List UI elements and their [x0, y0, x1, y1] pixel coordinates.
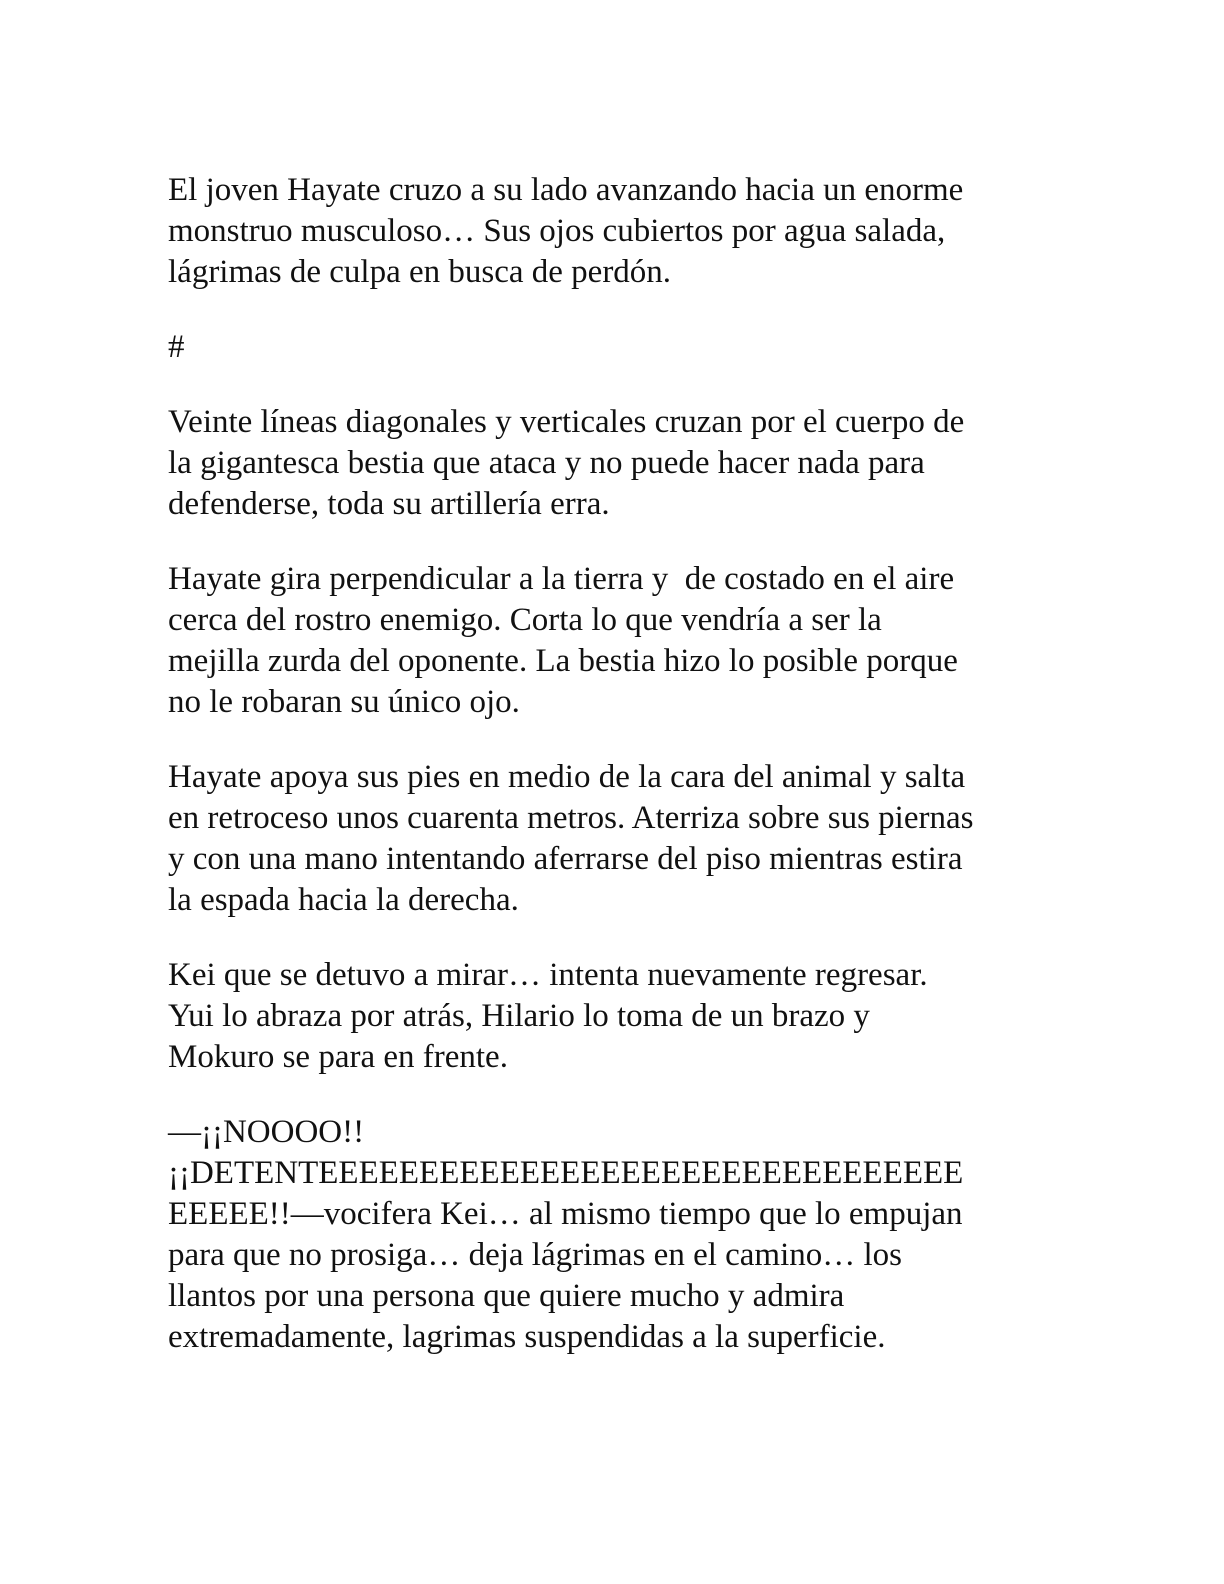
text-line: y con una mano intentando aferrarse del piso mientras estira	[168, 841, 963, 877]
scene-separator	[168, 327, 1048, 368]
separator-mark: #	[168, 329, 185, 365]
text-line: —¡¡NOOOO!!	[168, 1114, 365, 1150]
text-line: llantos por una persona que quiere mucho y admira	[168, 1278, 845, 1314]
text-line: Veinte líneas diagonales y verticales cruzan por el cuerpo de	[168, 404, 965, 440]
text-line: cerca del rostro enemigo. Corta lo que vendría a ser la	[168, 602, 882, 638]
text-line: no le robaran su único ojo.	[168, 684, 520, 720]
text-line: lágrimas de culpa en busca de perdón.	[168, 254, 672, 290]
text-line: Hayate apoya sus pies en medio de la cara del animal y salta	[168, 759, 966, 795]
text-line: la espada hacia la derecha.	[168, 882, 519, 918]
paragraph-6	[168, 1112, 1048, 1358]
text-line: para que no prosiga… deja lágrimas en el camino… los	[168, 1237, 903, 1273]
paragraph-3	[168, 559, 1048, 723]
text-line: defenderse, toda su artillería erra.	[168, 486, 610, 522]
text-line: monstruo musculoso… Sus ojos cubiertos por agua salada,	[168, 213, 946, 249]
document-page	[168, 170, 1048, 1392]
paragraph-1	[168, 170, 1048, 293]
text-line: extremadamente, lagrimas suspendidas a la superficie.	[168, 1319, 886, 1355]
text-line: Mokuro se para en frente.	[168, 1039, 508, 1075]
text-line: El joven Hayate cruzo a su lado avanzando hacia un enorme	[168, 172, 964, 208]
text-line: Kei que se detuvo a mirar… intenta nuevamente regresar.	[168, 957, 928, 993]
text-line: en retroceso unos cuarenta metros. Aterriza sobre sus piernas	[168, 800, 974, 836]
text-line: mejilla zurda del oponente. La bestia hizo lo posible porque	[168, 643, 958, 679]
paragraph-5	[168, 955, 1048, 1078]
text-line: la gigantesca bestia que ataca y no puede hacer nada para	[168, 445, 925, 481]
paragraph-4	[168, 757, 1048, 921]
text-line: Hayate gira perpendicular a la tierra y de costado en el aire	[168, 561, 955, 597]
text-line: EEEEE!!—vocifera Kei… al mismo tiempo que lo empujan	[168, 1196, 963, 1232]
text-line: ¡¡DETENTEEEEEEEEEEEEEEEEEEEEEEEEEEEEEEEE	[168, 1155, 964, 1191]
text-line: Yui lo abraza por atrás, Hilario lo toma de un brazo y	[168, 998, 870, 1034]
paragraph-2	[168, 402, 1048, 525]
